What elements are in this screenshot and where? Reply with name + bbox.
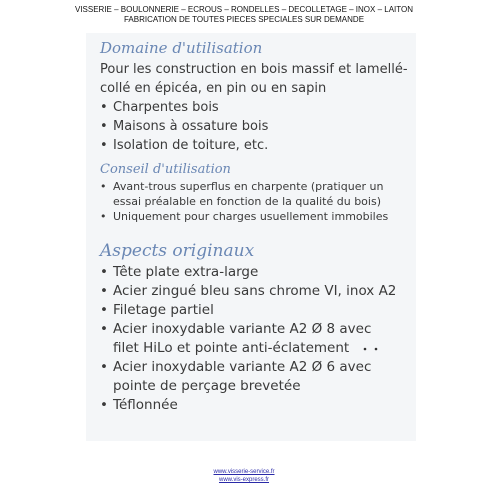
bullet-icon: •	[100, 264, 108, 280]
section-aspects-title: Aspects originaux	[100, 241, 255, 261]
bullet-icon: •	[100, 321, 108, 337]
list-item-text-continued: filet HiLo et pointe anti-éclatement	[113, 340, 350, 356]
list-item	[100, 98, 430, 117]
bullet-icon: •	[100, 119, 108, 134]
domaine-intro-line-2: collé en épicéa, en pin ou en sapin	[100, 81, 327, 96]
bullet-icon: •	[100, 397, 108, 413]
section-domaine	[100, 38, 430, 155]
section-aspects	[100, 240, 430, 415]
list-item-text: Acier inoxydable variante A2 Ø 8 avec	[113, 321, 372, 337]
list-item	[100, 358, 430, 396]
bullet-icon: •	[100, 359, 108, 375]
list-item-text: Charpentes bois	[113, 100, 219, 115]
bullet-icon: •	[100, 138, 108, 153]
footer-link-visserie-service[interactable]: www.visserie-service.fr	[213, 469, 275, 475]
bullet-icon: •	[100, 210, 107, 223]
list-item-text: Avant-trous superflus en charpente (pratiquer un	[113, 180, 384, 193]
list-item	[100, 301, 430, 320]
list-item	[100, 179, 430, 209]
list-item-text: Uniquement pour charges usuellement immobiles	[113, 210, 389, 223]
conseil-list	[100, 179, 430, 224]
bullet-icon: •	[100, 302, 108, 318]
list-item	[100, 282, 430, 301]
list-item-text-continued: essai préalable en fonction de la qualité du bois)	[113, 195, 381, 208]
stray-dot-marks	[362, 345, 380, 353]
list-item-text: Acier zingué bleu sans chrome VI, inox A2	[113, 283, 397, 299]
list-item-text: Téflonnée	[113, 397, 178, 413]
bullet-icon: •	[100, 180, 107, 193]
header-line-1: VISSERIE – BOULONNERIE – ECROUS – RONDELLES – DECOLLETAGE – INOX – LAITON	[74, 5, 414, 14]
list-item-text-continued: pointe de perçage brevetée	[113, 378, 301, 394]
list-item	[100, 263, 430, 282]
list-item	[100, 320, 430, 358]
list-item-text: Acier inoxydable variante A2 Ø 6 avec	[113, 359, 372, 375]
header	[0, 5, 488, 25]
list-item	[100, 396, 430, 415]
aspects-list	[100, 263, 430, 415]
list-item-text: Maisons à ossature bois	[113, 119, 269, 134]
section-conseil-title: Conseil d'utilisation	[100, 162, 231, 177]
header-line-2: FABRICATION DE TOUTES PIECES SPECIALES SUR DEMANDE	[123, 15, 365, 24]
list-item	[100, 117, 430, 136]
section-conseil	[100, 162, 430, 224]
bullet-icon: •	[100, 283, 108, 299]
bullet-icon: •	[100, 100, 108, 115]
list-item-text: Isolation de toiture, etc.	[113, 138, 269, 153]
domaine-intro-line-1: Pour les construction en bois massif et lamellé-	[100, 62, 408, 77]
list-item-text: Filetage partiel	[113, 302, 214, 318]
domaine-list	[100, 98, 430, 155]
list-item-text: Tête plate extra-large	[113, 264, 259, 280]
list-item	[100, 136, 430, 155]
stray-marks	[362, 345, 380, 356]
list-item	[100, 209, 430, 224]
section-domaine-title: Domaine d'utilisation	[100, 39, 263, 57]
footer-link-vis-express[interactable]: www.vis-express.fr	[218, 477, 269, 483]
